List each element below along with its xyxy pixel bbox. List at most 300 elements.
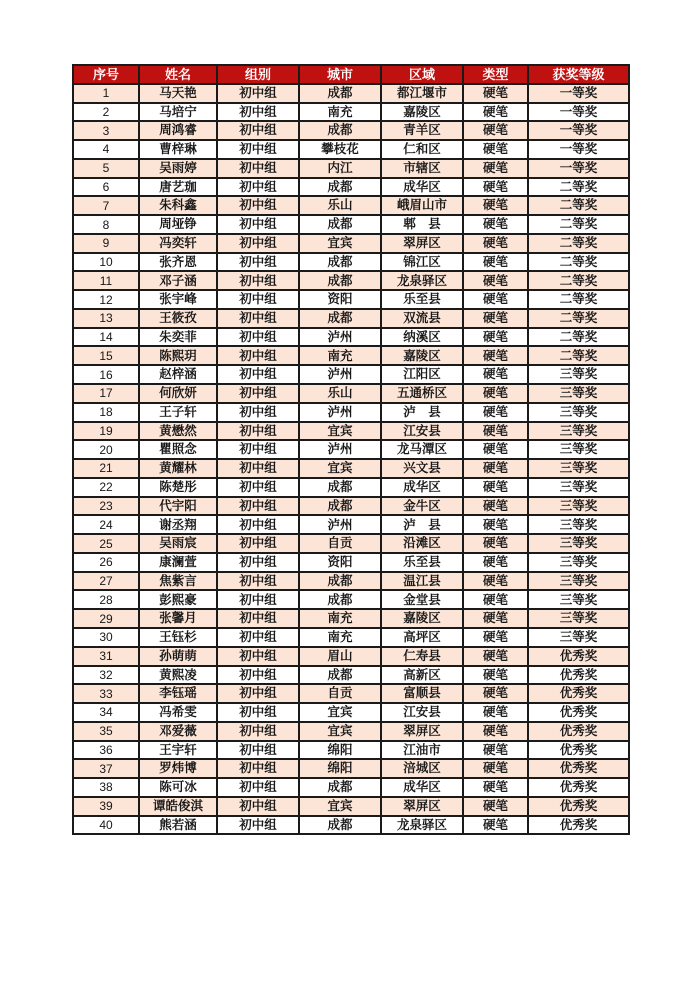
- table-cell: 初中组: [217, 271, 299, 290]
- table-cell: 39: [73, 797, 139, 816]
- table-cell: 成都: [299, 778, 381, 797]
- table-cell: 硬笔: [463, 478, 528, 497]
- table-cell: 嘉陵区: [381, 609, 463, 628]
- table-cell: 硬笔: [463, 215, 528, 234]
- table-cell: 硬笔: [463, 666, 528, 685]
- table-cell: 成都: [299, 271, 381, 290]
- table-cell: 初中组: [217, 290, 299, 309]
- table-cell: 初中组: [217, 309, 299, 328]
- table-cell: 瞿照念: [139, 440, 217, 459]
- table-cell: 硬笔: [463, 196, 528, 215]
- table-cell: 硬笔: [463, 816, 528, 835]
- table-cell: 26: [73, 553, 139, 572]
- table-cell: 市辖区: [381, 159, 463, 178]
- table-cell: 都江堰市: [381, 84, 463, 103]
- table-cell: 初中组: [217, 440, 299, 459]
- table-cell: 23: [73, 497, 139, 516]
- table-row: [73, 271, 629, 290]
- table-cell: 硬笔: [463, 403, 528, 422]
- table-cell: 初中组: [217, 816, 299, 835]
- table-cell: 12: [73, 290, 139, 309]
- table-cell: 翠屏区: [381, 722, 463, 741]
- table-cell: 硬笔: [463, 590, 528, 609]
- table-cell: 初中组: [217, 741, 299, 760]
- table-cell: 硬笔: [463, 84, 528, 103]
- table-cell: 初中组: [217, 759, 299, 778]
- table-row: [73, 666, 629, 685]
- table-cell: 高坪区: [381, 628, 463, 647]
- table-cell: 优秀奖: [528, 722, 629, 741]
- table-cell: 初中组: [217, 666, 299, 685]
- table-cell: 29: [73, 609, 139, 628]
- table-cell: 绵阳: [299, 741, 381, 760]
- table-cell: 翠屏区: [381, 234, 463, 253]
- table-row: [73, 328, 629, 347]
- table-body: [73, 84, 629, 835]
- table-cell: 优秀奖: [528, 778, 629, 797]
- table-header: [73, 65, 629, 84]
- table-cell: 7: [73, 196, 139, 215]
- table-cell: 三等奖: [528, 628, 629, 647]
- table-cell: 二等奖: [528, 328, 629, 347]
- table-cell: 眉山: [299, 647, 381, 666]
- table-cell: 硬笔: [463, 609, 528, 628]
- table-cell: 乐山: [299, 196, 381, 215]
- table-cell: 龙泉驿区: [381, 271, 463, 290]
- table-row: [73, 741, 629, 760]
- table-cell: 成都: [299, 478, 381, 497]
- table-cell: 硬笔: [463, 459, 528, 478]
- table-cell: 兴文县: [381, 459, 463, 478]
- table-cell: 24: [73, 515, 139, 534]
- table-cell: 江安县: [381, 703, 463, 722]
- table-cell: 三等奖: [528, 590, 629, 609]
- table-cell: 成华区: [381, 178, 463, 197]
- table-cell: 周垭铮: [139, 215, 217, 234]
- table-cell: 11: [73, 271, 139, 290]
- table-cell: 初中组: [217, 121, 299, 140]
- table-cell: 37: [73, 759, 139, 778]
- table-cell: 赵梓涵: [139, 365, 217, 384]
- table-cell: 硬笔: [463, 346, 528, 365]
- table-row: [73, 515, 629, 534]
- table-cell: 22: [73, 478, 139, 497]
- table-cell: 峨眉山市: [381, 196, 463, 215]
- table-cell: 成华区: [381, 478, 463, 497]
- table-row: [73, 440, 629, 459]
- table-cell: 成都: [299, 215, 381, 234]
- table-cell: 初中组: [217, 647, 299, 666]
- table-cell: 王宇轩: [139, 741, 217, 760]
- table-cell: 优秀奖: [528, 703, 629, 722]
- table-cell: 自贡: [299, 684, 381, 703]
- table-cell: 硬笔: [463, 572, 528, 591]
- table-row: [73, 459, 629, 478]
- table-cell: 自贡: [299, 534, 381, 553]
- table-cell: 成都: [299, 816, 381, 835]
- table-row: [73, 103, 629, 122]
- table-cell: 初中组: [217, 628, 299, 647]
- table-cell: 硬笔: [463, 703, 528, 722]
- table-cell: 36: [73, 741, 139, 760]
- table-cell: 周鸿睿: [139, 121, 217, 140]
- table-cell: 初中组: [217, 365, 299, 384]
- table-cell: 27: [73, 572, 139, 591]
- table-cell: 乐至县: [381, 290, 463, 309]
- table-cell: 三等奖: [528, 422, 629, 441]
- table-cell: 泸州: [299, 440, 381, 459]
- table-cell: 陈楚彤: [139, 478, 217, 497]
- table-cell: 代宇阳: [139, 497, 217, 516]
- table-cell: 龙泉驿区: [381, 816, 463, 835]
- table-cell: 硬笔: [463, 140, 528, 159]
- table-cell: 江油市: [381, 741, 463, 760]
- table-cell: 25: [73, 534, 139, 553]
- table-cell: 5: [73, 159, 139, 178]
- table-cell: 18: [73, 403, 139, 422]
- table-row: [73, 609, 629, 628]
- table-cell: 内江: [299, 159, 381, 178]
- table-cell: 一等奖: [528, 140, 629, 159]
- column-header: 城市: [299, 65, 381, 84]
- table-cell: 4: [73, 140, 139, 159]
- table-cell: 翠屏区: [381, 797, 463, 816]
- table-cell: 35: [73, 722, 139, 741]
- table-row: [73, 159, 629, 178]
- table-cell: 硬笔: [463, 159, 528, 178]
- table-cell: 三等奖: [528, 572, 629, 591]
- table-row: [73, 365, 629, 384]
- table-row: [73, 215, 629, 234]
- table-cell: 硬笔: [463, 722, 528, 741]
- table-row: [73, 647, 629, 666]
- table-row: [73, 816, 629, 835]
- table-cell: 三等奖: [528, 497, 629, 516]
- table-cell: 谭皓俊淇: [139, 797, 217, 816]
- table-cell: 20: [73, 440, 139, 459]
- table-cell: 硬笔: [463, 497, 528, 516]
- table-cell: 硬笔: [463, 253, 528, 272]
- table-cell: 初中组: [217, 84, 299, 103]
- table-cell: 硬笔: [463, 797, 528, 816]
- table-cell: 曹梓琳: [139, 140, 217, 159]
- table-cell: 34: [73, 703, 139, 722]
- table-cell: 江安县: [381, 422, 463, 441]
- table-cell: 泸州: [299, 328, 381, 347]
- table-cell: 马培宁: [139, 103, 217, 122]
- table-cell: 硬笔: [463, 628, 528, 647]
- table-cell: 硬笔: [463, 647, 528, 666]
- table-cell: 熊若涵: [139, 816, 217, 835]
- table-cell: 21: [73, 459, 139, 478]
- table-cell: 金堂县: [381, 590, 463, 609]
- table-cell: 冯奕轩: [139, 234, 217, 253]
- table-cell: 张齐恩: [139, 253, 217, 272]
- table-cell: 泸州: [299, 403, 381, 422]
- table-cell: 19: [73, 422, 139, 441]
- table-cell: 乐至县: [381, 553, 463, 572]
- table-cell: 成都: [299, 572, 381, 591]
- table-cell: 泸 县: [381, 515, 463, 534]
- table-cell: 黄懋然: [139, 422, 217, 441]
- table-row: [73, 722, 629, 741]
- table-cell: 三等奖: [528, 440, 629, 459]
- table-cell: 三等奖: [528, 384, 629, 403]
- table-cell: 二等奖: [528, 309, 629, 328]
- table-cell: 罗炜博: [139, 759, 217, 778]
- table-cell: 二等奖: [528, 346, 629, 365]
- table-cell: 二等奖: [528, 253, 629, 272]
- table-cell: 2: [73, 103, 139, 122]
- table-cell: 硬笔: [463, 778, 528, 797]
- table-cell: 绵阳: [299, 759, 381, 778]
- table-cell: 初中组: [217, 103, 299, 122]
- table-cell: 硬笔: [463, 365, 528, 384]
- table-cell: 初中组: [217, 797, 299, 816]
- table-cell: 仁和区: [381, 140, 463, 159]
- table-cell: 33: [73, 684, 139, 703]
- table-cell: 富顺县: [381, 684, 463, 703]
- table-cell: 陈熙玥: [139, 346, 217, 365]
- table-cell: 纳溪区: [381, 328, 463, 347]
- table-row: [73, 384, 629, 403]
- table-cell: 泸 县: [381, 403, 463, 422]
- table-cell: 二等奖: [528, 234, 629, 253]
- table-cell: 硬笔: [463, 290, 528, 309]
- table-cell: 16: [73, 365, 139, 384]
- table-cell: 优秀奖: [528, 666, 629, 685]
- table-cell: 攀枝花: [299, 140, 381, 159]
- table-cell: 南充: [299, 609, 381, 628]
- table-cell: 资阳: [299, 290, 381, 309]
- table-cell: 硬笔: [463, 328, 528, 347]
- table-cell: 初中组: [217, 553, 299, 572]
- table-cell: 硬笔: [463, 103, 528, 122]
- table-cell: 32: [73, 666, 139, 685]
- table-cell: 初中组: [217, 403, 299, 422]
- table-cell: 硬笔: [463, 759, 528, 778]
- table-row: [73, 196, 629, 215]
- table-cell: 二等奖: [528, 215, 629, 234]
- table-cell: 江阳区: [381, 365, 463, 384]
- table-cell: 硬笔: [463, 553, 528, 572]
- table-cell: 成都: [299, 309, 381, 328]
- table-row: [73, 684, 629, 703]
- table-cell: 吴雨婷: [139, 159, 217, 178]
- table-cell: 涪城区: [381, 759, 463, 778]
- table-cell: 一等奖: [528, 159, 629, 178]
- table-cell: 14: [73, 328, 139, 347]
- table-cell: 马天艳: [139, 84, 217, 103]
- table-cell: 成华区: [381, 778, 463, 797]
- table-cell: 初中组: [217, 384, 299, 403]
- table-cell: 金牛区: [381, 497, 463, 516]
- table-cell: 宜宾: [299, 459, 381, 478]
- table-cell: 初中组: [217, 572, 299, 591]
- table-cell: 黄熙凌: [139, 666, 217, 685]
- table-row: [73, 121, 629, 140]
- table-cell: 硬笔: [463, 234, 528, 253]
- table-cell: 二等奖: [528, 290, 629, 309]
- table-cell: 硬笔: [463, 741, 528, 760]
- table-cell: 朱奕菲: [139, 328, 217, 347]
- table-cell: 嘉陵区: [381, 103, 463, 122]
- table-row: [73, 346, 629, 365]
- table-cell: 张馨月: [139, 609, 217, 628]
- table-cell: 青羊区: [381, 121, 463, 140]
- table-cell: 一等奖: [528, 103, 629, 122]
- column-header: 类型: [463, 65, 528, 84]
- table-cell: 17: [73, 384, 139, 403]
- table-cell: 硬笔: [463, 684, 528, 703]
- table-cell: 陈可冰: [139, 778, 217, 797]
- table-row: [73, 84, 629, 103]
- table-cell: 南充: [299, 103, 381, 122]
- table-row: [73, 703, 629, 722]
- table-cell: 二等奖: [528, 196, 629, 215]
- table-cell: 王钰杉: [139, 628, 217, 647]
- table-row: [73, 628, 629, 647]
- table-row: [73, 534, 629, 553]
- table-cell: 南充: [299, 628, 381, 647]
- table-cell: 6: [73, 178, 139, 197]
- table-row: [73, 403, 629, 422]
- table-cell: 宜宾: [299, 422, 381, 441]
- table-cell: 仁寿县: [381, 647, 463, 666]
- table-row: [73, 497, 629, 516]
- table-cell: 优秀奖: [528, 759, 629, 778]
- table-cell: 硬笔: [463, 422, 528, 441]
- table-cell: 一等奖: [528, 121, 629, 140]
- table-cell: 焦紫言: [139, 572, 217, 591]
- table-cell: 王子轩: [139, 403, 217, 422]
- table-cell: 硬笔: [463, 440, 528, 459]
- table-cell: 何欣妍: [139, 384, 217, 403]
- table-cell: 初中组: [217, 478, 299, 497]
- table-cell: 三等奖: [528, 534, 629, 553]
- table-cell: 宜宾: [299, 797, 381, 816]
- table-cell: 嘉陵区: [381, 346, 463, 365]
- table-cell: 10: [73, 253, 139, 272]
- table-cell: 朱科鑫: [139, 196, 217, 215]
- table-cell: 成都: [299, 590, 381, 609]
- table-cell: 唐艺珈: [139, 178, 217, 197]
- table-cell: 孙萌萌: [139, 647, 217, 666]
- table-cell: 泸州: [299, 365, 381, 384]
- table-cell: 宜宾: [299, 722, 381, 741]
- table-row: [73, 253, 629, 272]
- table-cell: 30: [73, 628, 139, 647]
- table-cell: 三等奖: [528, 459, 629, 478]
- table-cell: 28: [73, 590, 139, 609]
- table-cell: 硬笔: [463, 271, 528, 290]
- table-cell: 郫 县: [381, 215, 463, 234]
- table-row: [73, 778, 629, 797]
- column-header: 组别: [217, 65, 299, 84]
- table-cell: 成都: [299, 253, 381, 272]
- table-cell: 三等奖: [528, 515, 629, 534]
- table-cell: 初中组: [217, 178, 299, 197]
- header-row: [73, 65, 629, 84]
- table-cell: 二等奖: [528, 178, 629, 197]
- table-cell: 38: [73, 778, 139, 797]
- table-cell: 一等奖: [528, 84, 629, 103]
- table-cell: 初中组: [217, 346, 299, 365]
- table-cell: 邓爱薇: [139, 722, 217, 741]
- table-cell: 初中组: [217, 234, 299, 253]
- table-cell: 优秀奖: [528, 647, 629, 666]
- table-cell: 王筱孜: [139, 309, 217, 328]
- table-cell: 初中组: [217, 497, 299, 516]
- table-cell: 初中组: [217, 609, 299, 628]
- table-cell: 宜宾: [299, 234, 381, 253]
- table-cell: 锦江区: [381, 253, 463, 272]
- table-row: [73, 422, 629, 441]
- table-cell: 康澜萱: [139, 553, 217, 572]
- table-cell: 成都: [299, 497, 381, 516]
- table-cell: 资阳: [299, 553, 381, 572]
- table-cell: 硬笔: [463, 121, 528, 140]
- table-cell: 硬笔: [463, 309, 528, 328]
- table-cell: 成都: [299, 84, 381, 103]
- table-cell: 15: [73, 346, 139, 365]
- table-row: [73, 797, 629, 816]
- table-cell: 三等奖: [528, 553, 629, 572]
- table-cell: 初中组: [217, 140, 299, 159]
- table-cell: 13: [73, 309, 139, 328]
- table-row: [73, 572, 629, 591]
- table-cell: 40: [73, 816, 139, 835]
- table-cell: 三等奖: [528, 365, 629, 384]
- table-cell: 彭熙豪: [139, 590, 217, 609]
- table-cell: 张宇峰: [139, 290, 217, 309]
- table-cell: 宜宾: [299, 703, 381, 722]
- table-row: [73, 309, 629, 328]
- table-cell: 二等奖: [528, 271, 629, 290]
- table-cell: 李钰瑶: [139, 684, 217, 703]
- table-cell: 初中组: [217, 778, 299, 797]
- table-cell: 初中组: [217, 684, 299, 703]
- table-cell: 8: [73, 215, 139, 234]
- table-cell: 3: [73, 121, 139, 140]
- table-cell: 初中组: [217, 196, 299, 215]
- table-cell: 三等奖: [528, 403, 629, 422]
- table-cell: 初中组: [217, 159, 299, 178]
- table-cell: 初中组: [217, 722, 299, 741]
- table-cell: 31: [73, 647, 139, 666]
- table-cell: 吴雨宸: [139, 534, 217, 553]
- column-header: 序号: [73, 65, 139, 84]
- table-cell: 初中组: [217, 459, 299, 478]
- table-cell: 三等奖: [528, 478, 629, 497]
- table-cell: 优秀奖: [528, 684, 629, 703]
- table-cell: 硬笔: [463, 384, 528, 403]
- table-cell: 冯希雯: [139, 703, 217, 722]
- table-cell: 成都: [299, 121, 381, 140]
- table-cell: 成都: [299, 178, 381, 197]
- table-cell: 硬笔: [463, 178, 528, 197]
- table-row: [73, 178, 629, 197]
- table-cell: 邓子涵: [139, 271, 217, 290]
- table-cell: 成都: [299, 666, 381, 685]
- table-cell: 1: [73, 84, 139, 103]
- table-cell: 温江县: [381, 572, 463, 591]
- table-cell: 初中组: [217, 590, 299, 609]
- table-cell: 高新区: [381, 666, 463, 685]
- table-cell: 沿滩区: [381, 534, 463, 553]
- table-cell: 初中组: [217, 328, 299, 347]
- table-row: [73, 234, 629, 253]
